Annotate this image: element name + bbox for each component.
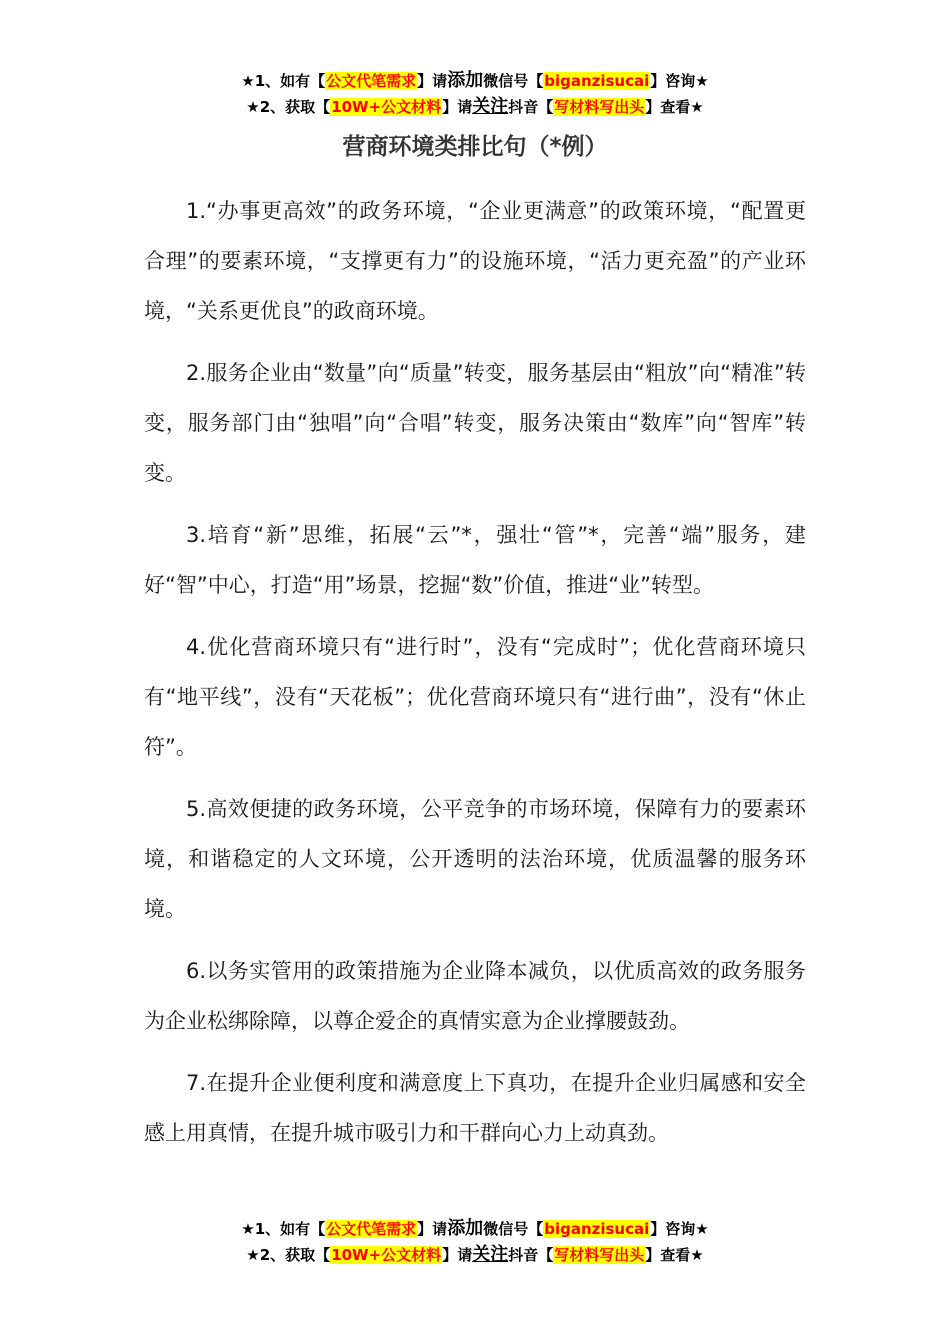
star-icon: ★ [246, 98, 260, 116]
star-icon: ★ [246, 1246, 260, 1264]
banner-text: 】查看★ [645, 98, 704, 116]
banner-emphasis: 添加 [447, 70, 484, 91]
paragraph-6: 6.以务实管用的政策措施为企业降本减负，以优质高效的政务服务为企业松绑除障，以尊企爱企的真情实意为企业撑腰鼓劲。 [144, 959, 806, 1033]
star-icon: ★ [241, 1220, 255, 1238]
highlight-wechat-id: biganzisucai [544, 1220, 650, 1238]
banner-text: 】咨询★ [650, 72, 709, 90]
highlight-wechat-id: biganzisucai [544, 72, 650, 90]
banner-emphasis: 关注 [472, 96, 509, 117]
banner-text: 】请 [417, 1220, 448, 1238]
banner-line-2 [0, 1242, 950, 1268]
star-icon: ★ [241, 72, 255, 90]
banner-line-2 [0, 94, 950, 120]
banner-line-1 [0, 68, 950, 94]
paragraph-3: 3.培育“新”思维，拓展“云”*，强壮“管”*，完善“端”服务，建好“智”中心，打造“用”场景，挖掘“数”价值，推进“业”转型。 [144, 523, 806, 597]
paragraph-5: 5.高效便捷的政务环境，公平竞争的市场环境，保障有力的要素环境，和谐稳定的人文环境，公开透明的法治环境，优质温馨的服务环境。 [144, 797, 806, 921]
paragraph-2: 2.服务企业由“数量”向“质量”转变，服务基层由“粗放”向“精准”转变，服务部门由“独唱”向“合唱”转变，服务决策由“数库”向“智库”转变。 [144, 361, 806, 485]
banner-emphasis: 添加 [447, 1218, 484, 1239]
banner-text: 2、获取【 [259, 1246, 331, 1264]
banner-text: 】咨询★ [650, 1220, 709, 1238]
document-body [144, 186, 806, 1170]
banner-text: 】请 [417, 72, 448, 90]
banner-text: 】查看★ [645, 1246, 704, 1264]
banner-text: 抖音【 [508, 1246, 554, 1264]
banner-emphasis: 关注 [472, 1244, 509, 1265]
highlight-service: 公文代笔需求 [326, 1220, 417, 1238]
banner-text: 1、如有【 [254, 72, 326, 90]
banner-text: 微信号【 [483, 72, 544, 90]
highlight-materials: 10W+公文材料 [331, 1246, 442, 1264]
highlight-service: 公文代笔需求 [326, 72, 417, 90]
footer-banner [0, 1216, 950, 1268]
banner-line-1 [0, 1216, 950, 1242]
banner-text: 2、获取【 [259, 98, 331, 116]
header-banner [0, 68, 950, 120]
banner-text: 1、如有【 [254, 1220, 326, 1238]
paragraph-1: 1.“办事更高效”的政务环境，“企业更满意”的政策环境，“配置更合理”的要素环境，“支撑更有力”的设施环境，“活力更充盈”的产业环境，“关系更优良”的政商环境。 [144, 199, 806, 323]
highlight-douyin-account: 写材料写出头 [554, 1246, 645, 1264]
banner-text: 微信号【 [483, 1220, 544, 1238]
highlight-douyin-account: 写材料写出头 [554, 98, 645, 116]
highlight-materials: 10W+公文材料 [331, 98, 442, 116]
banner-text: 抖音【 [508, 98, 554, 116]
banner-text: 】请 [442, 98, 473, 116]
paragraph-4: 4.优化营商环境只有“进行时”，没有“完成时”；优化营商环境只有“地平线”，没有“天花板”；优化营商环境只有“进行曲”，没有“休止符”。 [144, 635, 806, 759]
paragraph-7: 7.在提升企业便利度和满意度上下真功，在提升企业归属感和安全感上用真情，在提升城市吸引力和干群向心力上动真劲。 [144, 1071, 806, 1145]
banner-text: 】请 [442, 1246, 473, 1264]
document-title: 营商环境类排比句（*例） [342, 134, 608, 160]
